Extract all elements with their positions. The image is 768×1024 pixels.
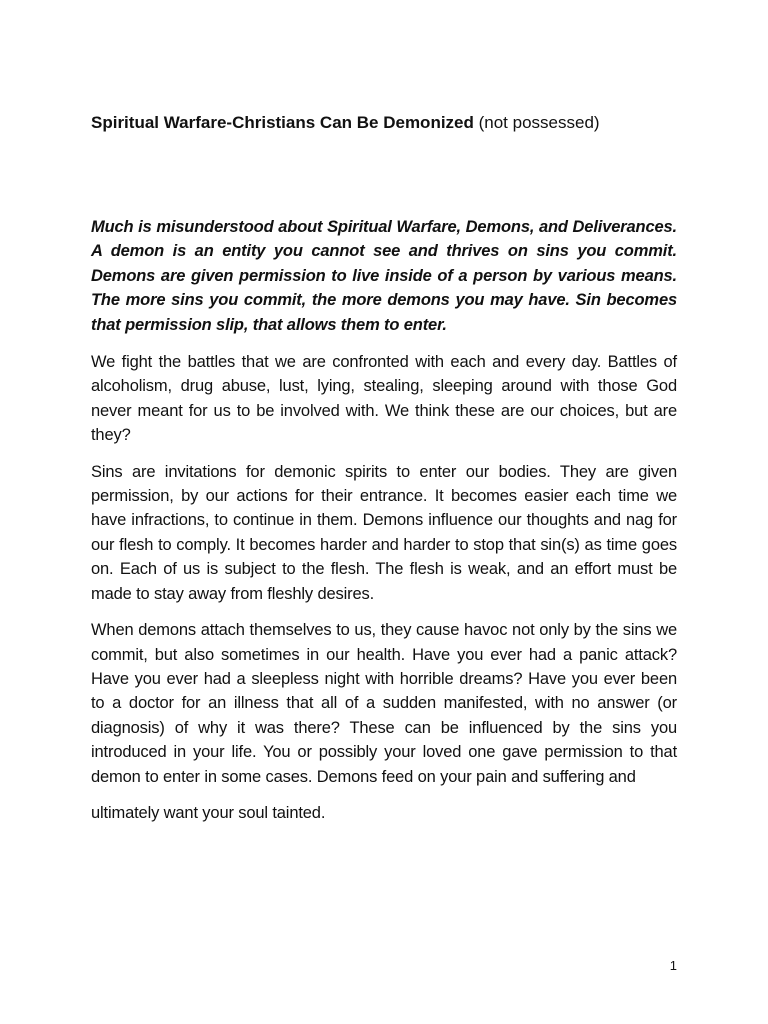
intro-paragraph: Much is misunderstood about Spiritual Warfare, Demons, and Deliverances. A demon is an entity you cannot see and thrives on sins you commit. Demons are given permission to live inside of a person by various means. The more sins you commit, the more demons you may have. Sin becomes that permission slip, that allows them to enter. <box>91 218 677 334</box>
paragraph-invitations: Sins are invitations for demonic spirits to enter our bodies. They are given permission, by our actions for their entrance. It becomes easier each time we have infractions, to continue in them. Demons influence our thoughts and nag for our flesh to comply. It becomes harder and harder to stop that sin(s) as time goes on. Each of us is subject to the flesh. The flesh is weak, and an effort must be made to stay away from fleshly desires. <box>91 462 677 603</box>
document-title <box>91 111 691 135</box>
title-subtitle-text: (not possessed) <box>473 113 600 132</box>
document-body <box>91 215 677 837</box>
title-bold-text: Spiritual Warfare-Christians Can Be Demonized <box>91 113 474 132</box>
paragraph-closing: ultimately want your soul tainted. <box>91 803 326 822</box>
paragraph-battles: We fight the battles that we are confronted with each and every day. Battles of alcoholism, drug abuse, lust, lying, stealing, sleeping around with those God never meant for us to be involved with. We think these are our choices, but are they? <box>91 353 677 445</box>
paragraph-havoc: When demons attach themselves to us, they cause havoc not only by the sins we commit, but also sometimes in our health. Have you ever had a panic attack? Have you ever had a sleepless night with horrible dreams? Have you ever been to a doctor for an illness that all of a sudden manifested, with no answer (or diagnosis) of why it was there? These can be influenced by the sins you introduced in your life. You or possibly your loved one gave permission to that demon to enter in some cases. Demons feed on your pain and suffering and <box>91 621 677 786</box>
page-number: 1 <box>669 958 677 973</box>
